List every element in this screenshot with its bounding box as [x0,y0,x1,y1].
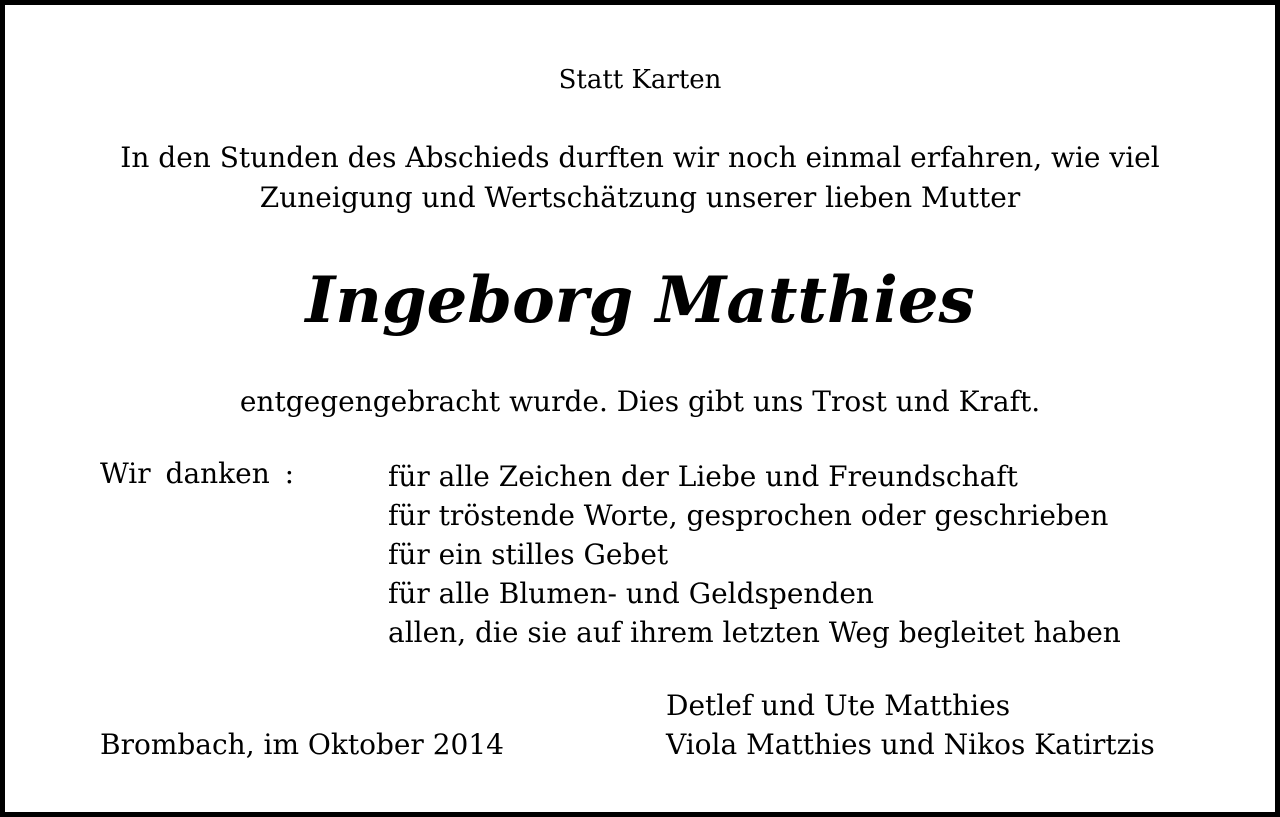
thanks-item: für tröstende Worte, gesprochen oder geschrieben [388,499,1109,532]
signer-1: Detlef und Ute Matthies [666,689,1011,722]
thanks-item: allen, die sie auf ihrem letzten Weg begleitet haben [388,616,1121,649]
notice-header: Statt Karten [558,65,722,95]
place-date: Brombach, im Oktober 2014 [100,728,504,761]
thanks-item: für ein stilles Gebet [388,538,669,571]
thanks-list [388,457,1121,652]
deceased-name: Ingeborg Matthies [305,263,975,338]
signer-2: Viola Matthies und Nikos Katirtzis [666,728,1155,761]
thanks-item: für alle Zeichen der Liebe und Freundschaft [388,460,1018,493]
intro-line-2: Zuneigung und Wertschätzung unserer lieben Mutter [259,181,1021,214]
thanks-item: für alle Blumen- und Geldspenden [388,577,874,610]
intro-line-1: In den Stunden des Abschieds durften wir noch einmal erfahren, wie viel [120,141,1160,174]
thanks-label: Wir danken : [100,457,295,490]
closing-line: entgegengebracht wurde. Dies gibt uns Trost und Kraft. [239,385,1041,418]
